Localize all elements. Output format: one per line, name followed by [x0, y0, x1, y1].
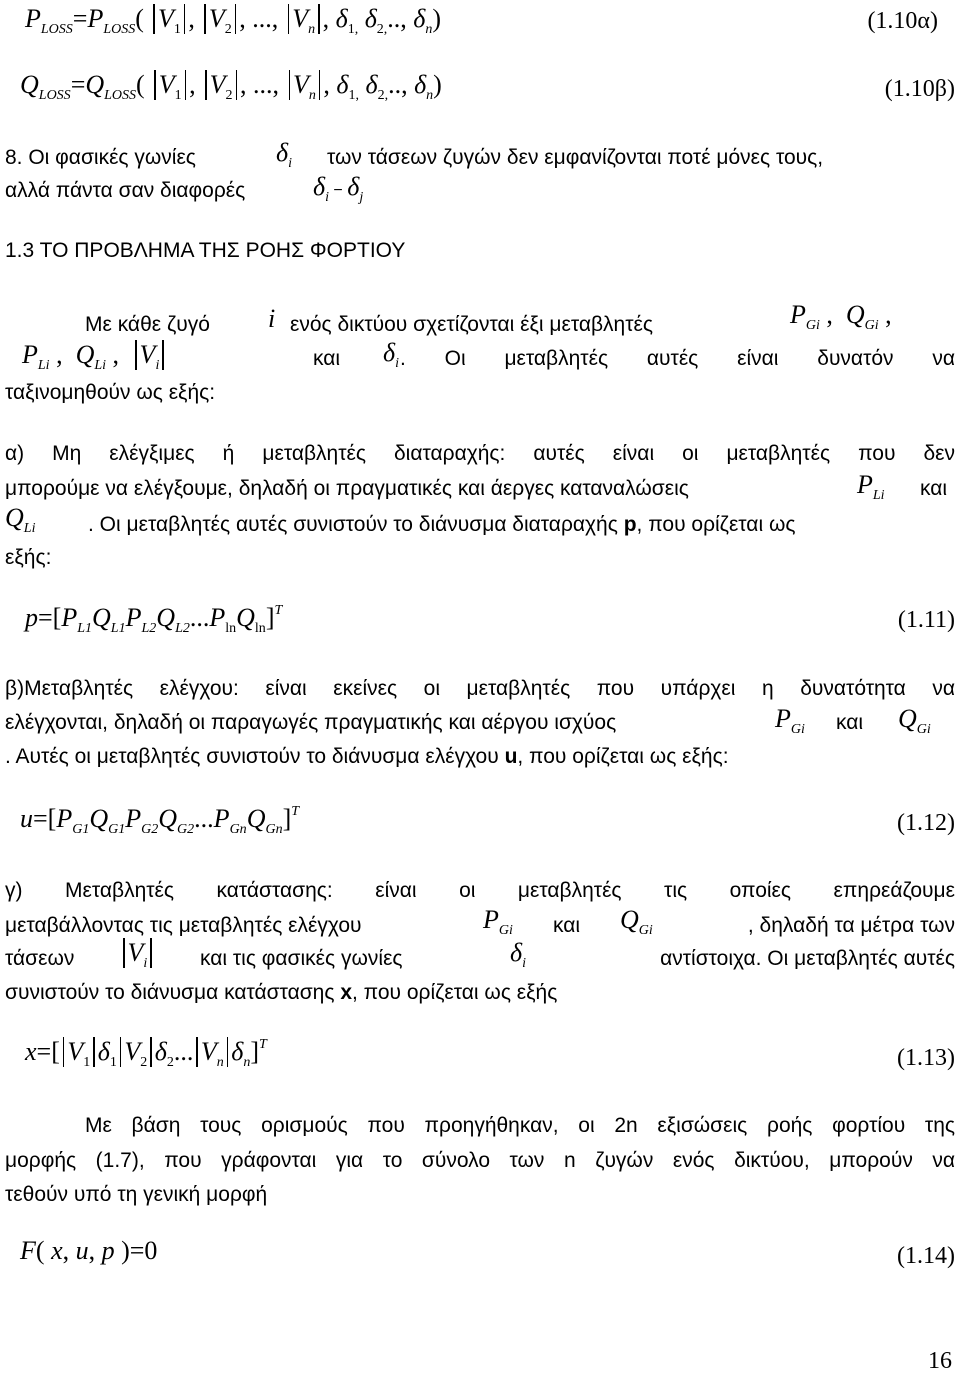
equation-number: (1.10β)	[884, 76, 955, 102]
gamma-text: και	[553, 914, 581, 937]
item8-text: αλλά πάντα σαν διαφορές	[5, 179, 246, 202]
equation-number: (1.13)	[897, 1045, 955, 1071]
gamma-text: τάσεων	[5, 947, 75, 970]
intro-text: ενός δικτύου σχετίζονται έξι μεταβλητές	[290, 313, 654, 336]
alpha-text: α) Μη ελέγξιμες ή μεταβλητές διαταραχής: αυτές είναι οι μεταβλητές που δεν	[5, 442, 955, 465]
equation-number: (1.11)	[897, 607, 955, 633]
equation-number: (1.10α)	[867, 8, 938, 34]
delta-difference: $\delta_i - \delta_j$	[313, 172, 364, 205]
closing-text: τεθούν υπό τη γενική μορφή	[5, 1183, 268, 1206]
ql-var: $Q_{Li}$	[5, 503, 36, 536]
beta-text: . Αυτές οι μεταβλητές συνιστούν το διάνυσμα ελέγχου u, που ορίζεται ως εξής:	[5, 745, 729, 768]
equation-qloss: $Q_{LOSS}=Q_{LOSS}$( $V_1$ , $V_2$ , ..., $V_n$ , $\delta_{1,}$ $\delta_{2,}$.., $\delta_n$)	[20, 70, 442, 103]
gamma-text: συνιστούν το διάνυσμα κατάστασης x, που ορίζεται ως εξής	[5, 981, 558, 1004]
gamma-text: μεταβάλλοντας τις μεταβλητές ελέγχου	[5, 914, 362, 937]
var-i: i	[268, 304, 276, 333]
beta-text: ελέγχονται, δηλαδή οι παραγωγές πραγματικής και αέργου ισχύος	[5, 711, 617, 734]
section-heading: 1.3 ΤΟ ΠΡΟΒΛΗΜΑ ΤΗΣ ΡΟΗΣ ΦΟΡΤΙΟΥ	[5, 239, 406, 262]
closing-text: μορφής (1.7), που γράφονται για το σύνολο των n ζυγών ενός δικτύου, μπορούν να	[5, 1149, 955, 1172]
item8-text: 8. Οι φασικές γωνίες	[5, 146, 196, 169]
intro-text: ταξινομηθούν ως εξής:	[5, 381, 216, 404]
delta-i-symbol: $\delta_i$	[276, 138, 292, 171]
gamma-text: αντίστοιχα. Οι μεταβλητές αυτές	[660, 947, 955, 970]
pg-var: $P_{Gi}$	[775, 704, 805, 737]
delta-i-symbol: $\delta_i$	[510, 938, 526, 971]
equation-number: (1.12)	[897, 810, 955, 836]
equation-ploss: $P_{LOSS}=P_{LOSS}$( $V_1$ , $V_2$ , ..., $V_n$ , $\delta_{1,}$ $\delta_{2,}$.., $\delta_n$)	[25, 4, 442, 37]
intro-text: . Οι μεταβλητές αυτές είναι δυνατόν να	[400, 347, 955, 370]
gamma-text: γ) Μεταβλητές κατάστασης: είναι οι μεταβλητές τις οποίες επηρεάζουμε	[5, 879, 955, 902]
equation-u-vector: $u=[P_{G1}Q_{G1}P_{G2}Q_{G2}...P_{Gn}Q_{Gn}]^T$	[20, 804, 300, 837]
equation-number: (1.14)	[897, 1243, 955, 1269]
alpha-text: . Οι μεταβλητές αυτές συνιστούν το διάνυσμα διαταραχής p, που ορίζεται ως	[88, 513, 796, 536]
pg-qg-vars: $P_{Gi}$ , $Q_{Gi}$ ,	[790, 300, 892, 333]
pl-ql-v-vars: $P_{Li}$ , $Q_{Li}$ , $V_i$	[22, 340, 167, 374]
beta-text: β)Μεταβλητές ελέγχου: είναι εκείνες οι μεταβλητές που υπάρχει η δυνατότητα να	[5, 677, 955, 700]
alpha-text: εξής:	[5, 546, 52, 569]
closing-text: Με βάση τους ορισμούς που προηγήθηκαν, οι 2n εξισώσεις ροής φορτίου της	[85, 1114, 955, 1137]
pl-var: $P_{Li}$	[857, 470, 885, 503]
pg-var: $P_{Gi}$	[483, 905, 513, 938]
alpha-text: μπορούμε να ελέγξουμε, δηλαδή οι πραγματικές και άεργες καταναλώσεις	[5, 477, 689, 500]
intro-text: Με κάθε ζυγό	[85, 313, 210, 336]
equation-general-form: F( x, u, p )=0	[20, 1236, 158, 1265]
page-number: 16	[928, 1348, 952, 1374]
equation-p-vector: $p=[P_{L1}Q_{L1}P_{L2}Q_{L2}...P_{ln}Q_{ln}]^T$	[25, 603, 283, 636]
delta-i-symbol: $\delta_i$	[383, 338, 399, 371]
intro-text: και	[313, 347, 341, 370]
item8-text: των τάσεων ζυγών δεν εμφανίζονται ποτέ μόνες τους,	[327, 146, 824, 169]
alpha-text: και	[920, 477, 948, 500]
qg-var: $Q_{Gi}$	[898, 704, 931, 737]
equation-x-vector: x=[ $V_1$ $\delta_1$ $V_2$ $\delta_2$... $V_n$ $\delta_n]^T$	[25, 1037, 267, 1070]
beta-text: και	[836, 711, 864, 734]
v-magnitude: $V_i$	[120, 938, 155, 972]
gamma-text: και τις φασικές γωνίες	[200, 947, 403, 970]
qg-var: $Q_{Gi}$	[620, 905, 653, 938]
gamma-text: , δηλαδή τα μέτρα των	[747, 914, 955, 937]
